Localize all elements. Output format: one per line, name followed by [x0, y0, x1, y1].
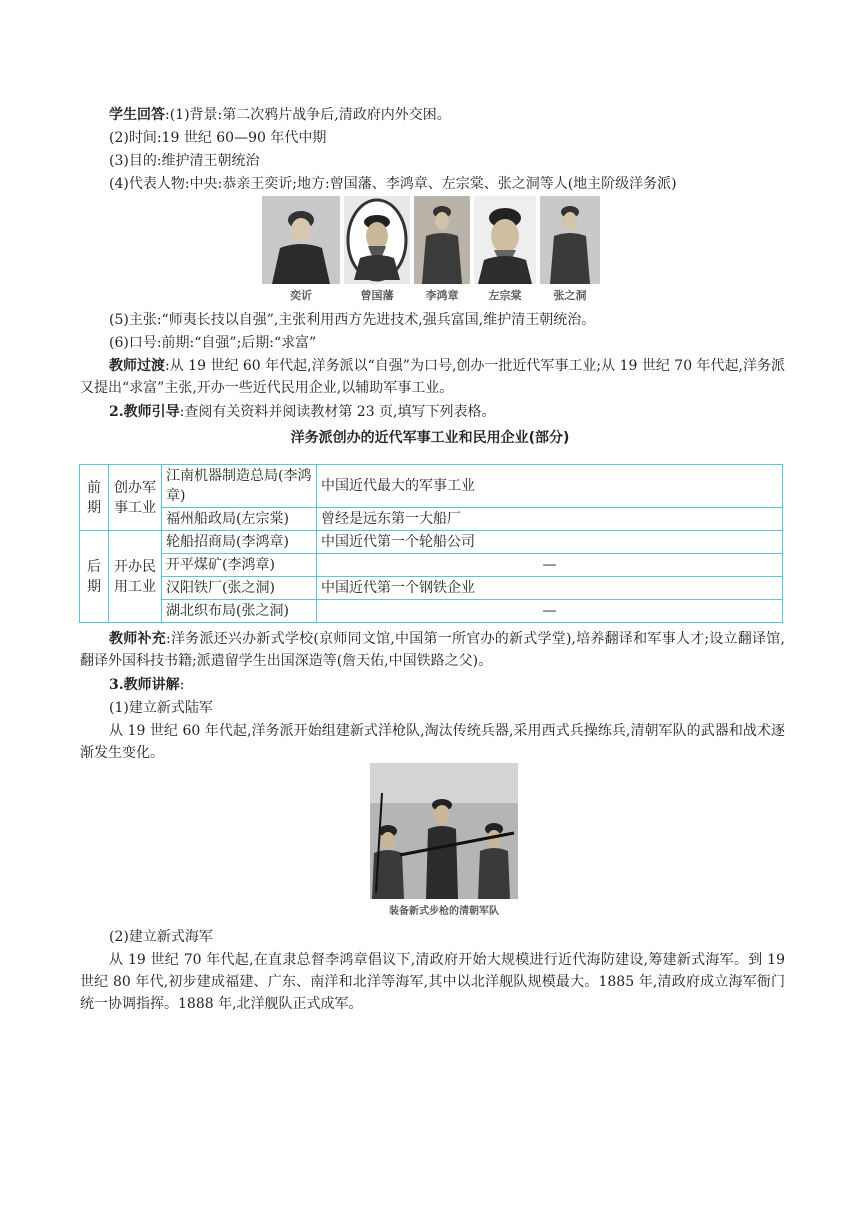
portrait-caption: 张之洞: [553, 289, 587, 302]
table-row: [80, 531, 783, 554]
enterprise-name: 湖北织布局(张之洞): [162, 600, 317, 623]
enterprise-name: 开平煤矿(李鸿章): [162, 554, 317, 577]
student-answer-line-4: (4)代表人物:中央:恭亲王奕䜣;地方:曾国藩、李鸿章、左宗棠、张之洞等人(地主阶级洋务派): [109, 176, 677, 192]
student-answer-label: 学生回答: [109, 107, 165, 123]
kind-cell: 开办民用工业: [109, 531, 162, 623]
teacher-guide: 2.教师引导:查阅有关资料并阅读教材第 23 页,填写下列表格。: [109, 404, 496, 420]
enterprise-name: 轮船招商局(李鸿章): [162, 531, 317, 554]
enterprise-note: 中国近代第一个钢铁企业: [317, 577, 783, 600]
teacher-transition: 教师过渡:从 19 世纪 60 年代起,洋务派以“自强”为口号,创办一批近代军事工业;从 19 世纪 70 年代起,洋务派又提出“求富”主张,开办一些近代民用企业,以辅助军事工业。: [80, 358, 786, 396]
enterprise-table: [79, 464, 783, 623]
enterprise-note: —: [317, 554, 783, 577]
enterprise-note: —: [317, 600, 783, 623]
portrait-caption: 左宗棠: [488, 289, 522, 302]
period-cell: 前期: [80, 465, 109, 531]
enterprise-note: 中国近代最大的军事工业: [317, 465, 783, 508]
navy-heading: (2)建立新式海军: [109, 929, 213, 945]
student-answer-line-3: (3)目的:维护清王朝统治: [109, 153, 260, 169]
period-cell: 后期: [80, 531, 109, 623]
portrait-image: [414, 196, 470, 284]
table-row: [80, 600, 783, 623]
portrait-image: [262, 196, 340, 284]
enterprise-note: 中国近代第一个轮船公司: [317, 531, 783, 554]
teacher-lecture: 3.教师讲解:: [109, 677, 185, 693]
portrait-strip: [262, 196, 600, 306]
enterprise-note: 曾经是远东第一大船厂: [317, 508, 783, 531]
portrait-image: [540, 196, 600, 284]
student-answer-line-2: (2)时间:19 世纪 60—90 年代中期: [109, 130, 327, 146]
student-answer-line-6: (6)口号:前期:“自强”;后期:“求富”: [109, 335, 317, 351]
army-photo-caption: 装备新式步枪的清朝军队: [389, 906, 499, 917]
table-row: [80, 508, 783, 531]
enterprise-name: 江南机器制造总局(李鸿章): [162, 465, 317, 508]
army-paragraph: 从 19 世纪 60 年代起,洋务派开始组建新式洋枪队,淘汰传统兵器,采用西式兵操练兵,清朝军队的武器和战术逐渐发生变化。: [80, 723, 785, 761]
teacher-supplement: 教师补充:洋务派还兴办新式学校(京师同文馆,中国第一所官办的新式学堂),培养翻译和军事人才;设立翻译馆,翻译外国科技书籍;派遣留学生出国深造等(詹天佑,中国铁路之父)。: [80, 631, 785, 669]
table-row: [80, 554, 783, 577]
portrait-image: [344, 196, 410, 284]
table-row: [80, 465, 783, 508]
portrait-caption: 奕䜣: [290, 289, 312, 302]
army-photo: [370, 763, 518, 899]
enterprise-name: 福州船政局(左宗棠): [162, 508, 317, 531]
kind-cell: 创办军事工业: [109, 465, 162, 531]
portrait-image: [474, 196, 536, 284]
army-heading: (1)建立新式陆军: [109, 700, 213, 716]
navy-paragraph: 从 19 世纪 70 年代起,在直隶总督李鸿章倡议下,清政府开始大规模进行近代海防建设,筹建新式海军。到 19 世纪 80 年代,初步建成福建、广东、南洋和北洋等海军,其中以北洋舰队规模最大。1885 年,清政府成立海军衙门统一协调指挥。1888 年,北洋舰队正式成军。: [80, 952, 785, 1012]
student-answer-line-1: 学生回答:(1)背景:第二次鸦片战争后,清政府内外交困。: [109, 107, 451, 123]
enterprise-name: 汉阳铁厂(张之洞): [162, 577, 317, 600]
portrait-caption: 曾国藩: [360, 289, 394, 302]
table-row: [80, 577, 783, 600]
portrait-caption: 李鸿章: [425, 289, 459, 302]
student-answer-line-5: (5)主张:“师夷长技以自强”,主张利用西方先进技术,强兵富国,维护清王朝统治。: [109, 312, 596, 328]
table-title: 洋务派创办的近代军事工业和民用企业(部分): [290, 430, 570, 446]
